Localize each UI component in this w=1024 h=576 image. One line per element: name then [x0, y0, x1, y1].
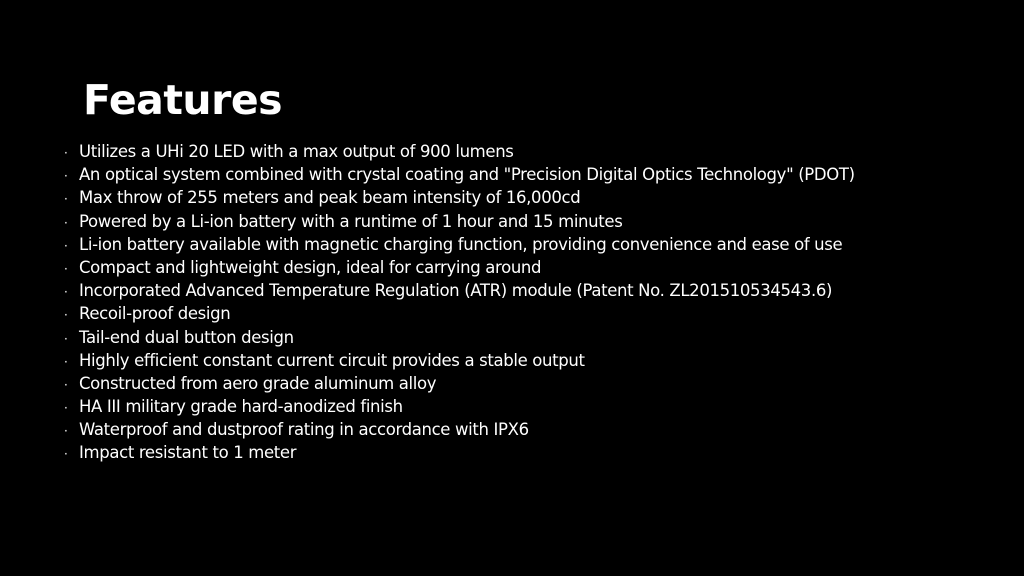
feature-text: Utilizes a UHi 20 LED with a max output of 900 lumens — [79, 142, 514, 161]
feature-item — [64, 418, 1014, 441]
bullet-icon: · — [64, 192, 68, 207]
feature-item — [64, 372, 1014, 395]
feature-item — [64, 349, 1014, 372]
feature-text: Highly efficient constant current circuit provides a stable output — [79, 350, 585, 370]
feature-item — [64, 186, 1014, 209]
feature-item — [64, 326, 1014, 349]
bullet-icon: · — [64, 377, 68, 392]
feature-item — [64, 395, 1014, 418]
bullet-icon: · — [64, 215, 68, 230]
feature-text: Incorporated Advanced Temperature Regulation (ATR) module (Patent No. ZL201510534543.6) — [79, 281, 833, 301]
bullet-icon: · — [64, 285, 68, 300]
features-list — [64, 140, 1014, 465]
feature-item — [64, 210, 1014, 233]
feature-text: Max throw of 255 meters and peak beam intensity of 16,000cd — [79, 188, 581, 208]
feature-text: Tail-end dual button design — [79, 327, 294, 347]
feature-item — [64, 302, 1014, 325]
bullet-icon: · — [64, 146, 68, 160]
feature-text: An optical system combined with crystal coating and "Precision Digital Optics Technology" (PDOT) — [79, 165, 855, 185]
feature-text: Recoil-proof design — [79, 304, 231, 324]
bullet-icon: · — [64, 261, 68, 276]
feature-item — [64, 256, 1014, 279]
slide-title: Features — [83, 76, 283, 124]
bullet-icon: · — [64, 308, 68, 323]
bullet-icon: · — [64, 401, 68, 416]
bullet-icon: · — [64, 331, 68, 346]
bullet-icon: · — [64, 238, 68, 253]
feature-text: Impact resistant to 1 meter — [79, 443, 297, 463]
bullet-icon: · — [64, 354, 68, 369]
feature-item — [64, 279, 1014, 302]
feature-text: HA III military grade hard-anodized finish — [79, 397, 403, 417]
feature-item — [64, 140, 1014, 163]
feature-text: Powered by a Li-ion battery with a runtime of 1 hour and 15 minutes — [79, 211, 623, 231]
feature-item — [64, 441, 1014, 464]
feature-text: Compact and lightweight design, ideal for carrying around — [79, 257, 542, 277]
feature-text: Waterproof and dustproof rating in accordance with IPX6 — [79, 420, 529, 440]
feature-text: Constructed from aero grade aluminum alloy — [79, 373, 437, 393]
feature-item — [64, 233, 1014, 256]
feature-text: Li-ion battery available with magnetic charging function, providing convenience and ease of use — [79, 234, 843, 254]
feature-item — [64, 163, 1014, 186]
bullet-icon: · — [64, 169, 68, 184]
bullet-icon: · — [64, 447, 68, 462]
bullet-icon: · — [64, 424, 68, 439]
